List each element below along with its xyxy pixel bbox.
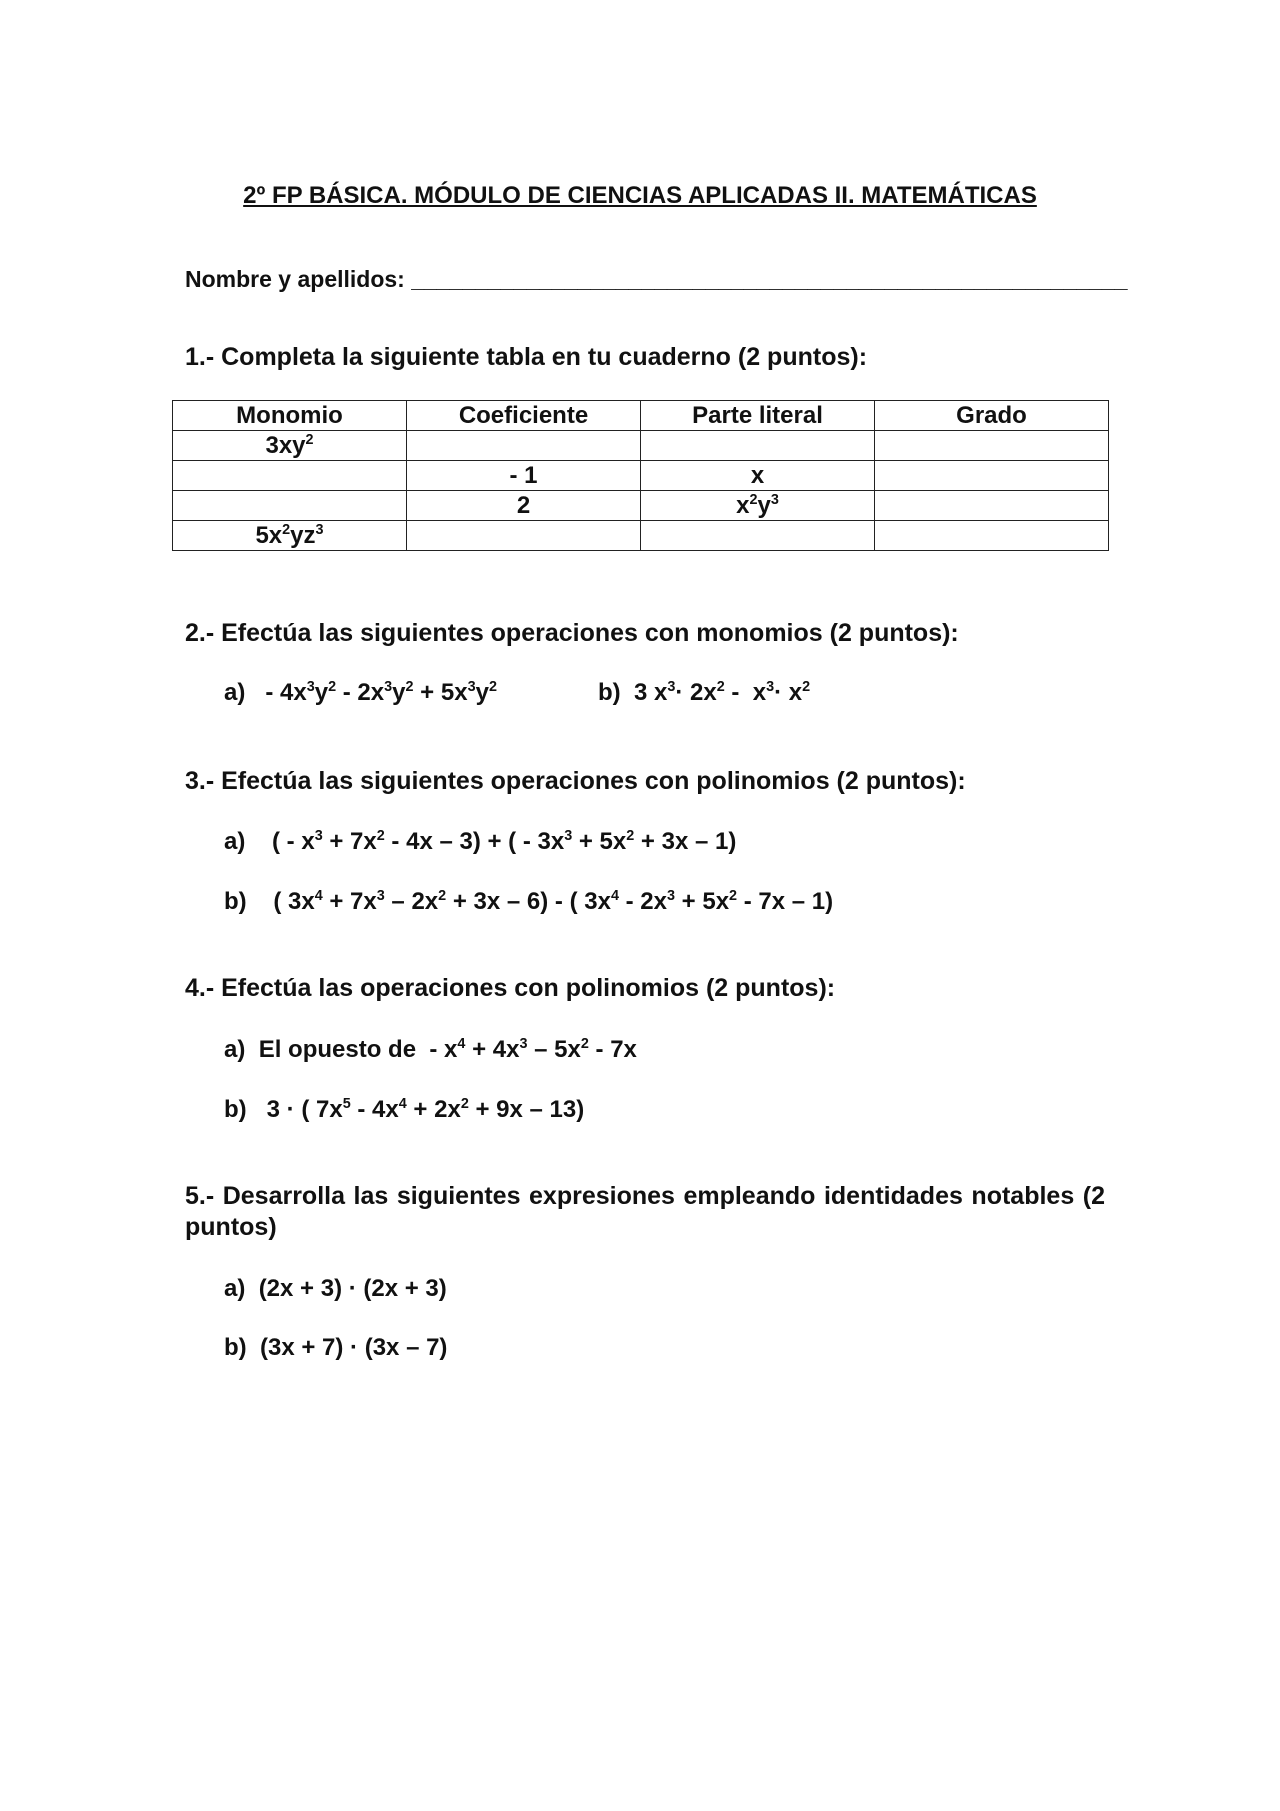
q5-item-a: a) (2x + 3) · (2x + 3) (224, 1275, 447, 1302)
cell-empty (173, 491, 407, 521)
cell-monomio: $5x^2yz^3$ (173, 521, 407, 551)
col-header-grado: Grado (875, 401, 1109, 431)
cell-empty (641, 521, 875, 551)
q2-heading: 2.- Efectúa las siguientes operaciones con monomios (2 puntos): (185, 619, 959, 647)
q3-heading: 3.- Efectúa las siguientes operaciones con polinomios (2 puntos): (185, 767, 966, 795)
col-header-monomio: Monomio (173, 401, 407, 431)
q5-heading: 5.- Desarrolla las siguientes expresiones empleando identidades notables (2 puntos) (185, 1182, 1105, 1241)
q3-item-a: a) ( - $x^3 + 7x^2 - 4x - 3$) + ( - $3x^3 + 5x^2 + 3x - 1$) (224, 828, 737, 855)
table-row (173, 521, 1109, 551)
cell-empty (875, 521, 1109, 551)
cell-monomio: $3xy^2$ (173, 431, 407, 461)
q1-heading: 1.- Completa la siguiente tabla en tu cuaderno (2 puntos): (185, 343, 868, 371)
q5-item-b: b) (3x + 7) · (3x – 7) (224, 1334, 448, 1361)
name-blank-line: ________________________________________________________ (411, 266, 1128, 292)
table-row (173, 491, 1109, 521)
cell-coeficiente: - 1 (407, 461, 641, 491)
cell-empty (875, 431, 1109, 461)
name-field (185, 266, 1128, 293)
page-title: 2º FP BÁSICA. MÓDULO DE CIENCIAS APLICADAS II. MATEMÁTICAS (243, 182, 1037, 209)
q4-heading: 4.- Efectúa las operaciones con polinomios (2 puntos): (185, 974, 836, 1002)
col-header-coeficiente: Coeficiente (407, 401, 641, 431)
table-header-row (173, 401, 1109, 431)
name-label: Nombre y apellidos: (185, 266, 405, 292)
cell-empty (641, 431, 875, 461)
q2-item-a: $a) - 4x^3y^2 - 2x^3y^2 + 5x^3y^2$ (224, 679, 497, 706)
col-header-parte-literal: Parte literal (641, 401, 875, 431)
q4-item-a: a) El opuesto de - $x^4 + 4x^3 - 5x^2 - 7x$ (224, 1036, 637, 1063)
cell-empty (875, 461, 1109, 491)
q3-item-b: b) ( $3x^4 + 7x^3 - 2x^2 + 3x - 6$) - ( $3x^4 - 2x^3 + 5x^2 - 7x - 1$) (224, 888, 834, 915)
cell-empty (407, 431, 641, 461)
cell-coeficiente: 2 (407, 491, 641, 521)
q4-item-b: b) 3 · ( $7x^5 - 4x^4 + 2x^2 + 9x - 13$) (224, 1096, 585, 1123)
cell-empty (875, 491, 1109, 521)
cell-parte-literal: $x^2y^3$ (641, 491, 875, 521)
cell-empty (407, 521, 641, 551)
table-row (173, 461, 1109, 491)
table-row (173, 431, 1109, 461)
q2-item-b: b) 3 $x^3\cdot 2x^2 - x^3\cdot x^2$ (598, 679, 811, 706)
monomial-table (172, 400, 1109, 551)
cell-empty (173, 461, 407, 491)
cell-parte-literal: x (641, 461, 875, 491)
